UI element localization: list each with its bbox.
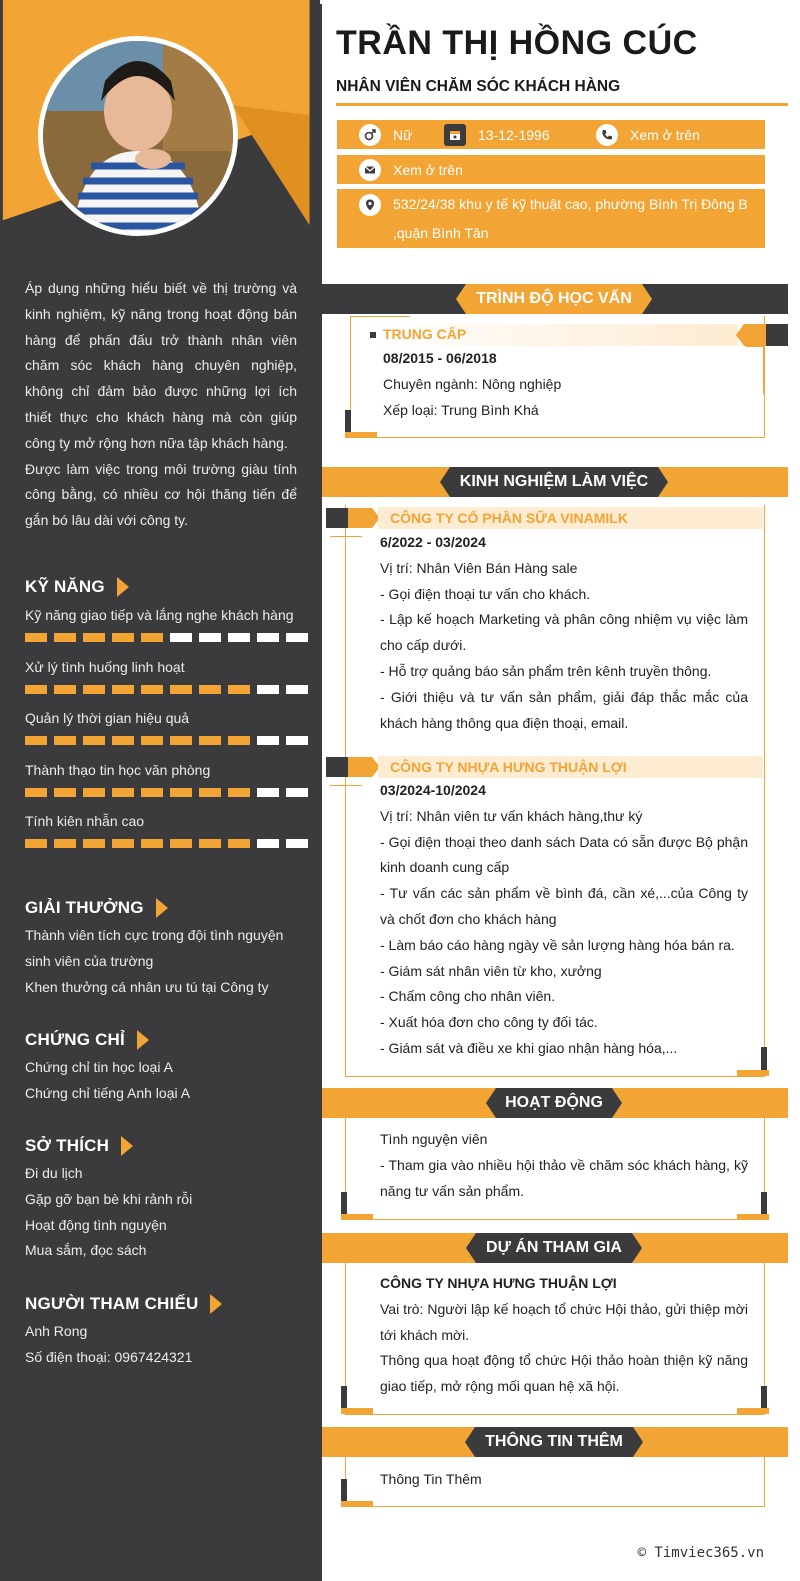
skill-level-segment bbox=[286, 685, 308, 694]
email-item: Xem ở trên bbox=[359, 159, 463, 181]
job-1-marker bbox=[326, 508, 348, 528]
activities-band bbox=[322, 1088, 788, 1118]
skill-level-segment bbox=[141, 839, 163, 848]
education-major: Chuyên ngành: Nông nghiệp bbox=[383, 375, 562, 392]
skill-level-segment bbox=[141, 736, 163, 745]
phone-item: Xem ở trên bbox=[596, 124, 700, 146]
triangle-marker-icon bbox=[208, 1294, 222, 1314]
frame-left-line bbox=[350, 316, 351, 411]
skill-level-segment bbox=[141, 633, 163, 642]
list-item: Đi du lịch bbox=[25, 1165, 83, 1181]
activities-line-2: - Tham gia vào nhiều hội thảo về chăm sóc khách hàng, kỹ năng tư vấn sản phẩm. bbox=[380, 1156, 748, 1199]
email-icon bbox=[359, 159, 381, 181]
skill-level-segment bbox=[25, 685, 47, 694]
certificates-title: CHỨNG CHỈ bbox=[25, 1030, 149, 1050]
avatar bbox=[38, 36, 238, 236]
education-arrow-icon bbox=[736, 324, 788, 346]
contact-row-1 bbox=[337, 120, 765, 149]
skill-level-segment bbox=[83, 839, 105, 848]
skill-level-segment bbox=[228, 633, 250, 642]
job-1-duty: - Lập kế hoạch Marketing và phân công nhiệm vụ việc làm cho cấp dưới. bbox=[380, 611, 748, 654]
activities-title: HOẠT ĐỘNG bbox=[505, 1094, 603, 1111]
skill-level-segment bbox=[228, 788, 250, 797]
list-item: Mua sắm, đọc sách bbox=[25, 1242, 147, 1259]
corner-accent bbox=[737, 1408, 769, 1414]
job-1-duty: - Hỗ trợ quảng báo sản phẩm trên kênh truyền thông. bbox=[380, 662, 712, 679]
skill-name: Kỹ năng giao tiếp và lắng nghe khách hàng bbox=[25, 607, 294, 623]
skill-level-segment bbox=[199, 788, 221, 797]
references-title: NGƯỜI THAM CHIẾU bbox=[25, 1294, 222, 1314]
job-1-details bbox=[380, 530, 748, 736]
list-item: Gặp gỡ bạn bè khi rảnh rỗi bbox=[25, 1190, 193, 1207]
skill-level-segment bbox=[228, 839, 250, 848]
extra-text: Thông Tin Thêm bbox=[380, 1471, 482, 1487]
skill-level-segment bbox=[286, 633, 308, 642]
skill-level-segment bbox=[170, 788, 192, 797]
projects-title: DỰ ÁN THAM GIA bbox=[486, 1239, 622, 1256]
contact-row-2 bbox=[337, 155, 765, 184]
skill-level-segment bbox=[286, 736, 308, 745]
career-summary bbox=[25, 276, 297, 534]
skill-name: Thành thạo tin học văn phòng bbox=[25, 761, 211, 778]
corner-accent bbox=[737, 1214, 769, 1220]
skill-level-segment bbox=[199, 633, 221, 642]
skill-level-bar bbox=[25, 736, 308, 745]
skill-level-segment bbox=[112, 633, 134, 642]
skill-level-segment bbox=[286, 788, 308, 797]
header-top-strip bbox=[320, 0, 332, 4]
skill-level-bar bbox=[25, 788, 308, 797]
education-details bbox=[383, 346, 753, 423]
skill-level-bar bbox=[25, 633, 308, 642]
summary-paragraph-2: Được làm việc trong môi trường giàu tính công bằng, có nhiều cơ hội thăng tiến để gắn bó lâu dài với công ty. bbox=[25, 460, 297, 529]
projects-role: Vai trò: Người lập kế hoạch tổ chức Hội thảo, gửi thiệp mời tới khách mời. bbox=[380, 1300, 748, 1343]
skill-level-segment bbox=[141, 685, 163, 694]
skill-level-segment bbox=[286, 839, 308, 848]
summary-paragraph-1: Áp dụng những hiểu biết về thị trường và kinh nghiệm, kỹ năng trong hoạt động bán hàng để phấn đấu trở thành nhân viên chăm sóc khách hàng chuyên nghiệp, không chỉ đảm bảo được những lợi ích thiết thực cho khách hàng mà còn giúp công ty mở rộng hơn nữa tập khách hàng. bbox=[25, 280, 297, 451]
address-item bbox=[359, 194, 748, 248]
job-2-period: 03/2024-10/2024 bbox=[380, 782, 486, 798]
frame-right-line bbox=[763, 346, 764, 394]
phone-icon bbox=[596, 124, 618, 146]
projects-company: CÔNG TY NHỰA HƯNG THUẬN LỢI bbox=[380, 1275, 617, 1291]
skill-level-segment bbox=[228, 736, 250, 745]
education-band bbox=[322, 284, 788, 314]
list-item: Chứng chỉ tin học loại A bbox=[25, 1059, 173, 1075]
extra-details bbox=[380, 1467, 748, 1493]
job-2-duty: - Giám sát và điều xe khi giao nhận hàng hóa,... bbox=[380, 1039, 678, 1056]
frame-tick bbox=[330, 536, 362, 537]
address-line-1: 532/24/38 khu y tế kỹ thuật cao, phường Bình Trị Đông B bbox=[393, 196, 748, 212]
birthday-item: 13-12-1996 bbox=[444, 124, 550, 146]
skill-level-segment bbox=[83, 736, 105, 745]
divider bbox=[336, 103, 788, 106]
skill-level-segment bbox=[257, 839, 279, 848]
job-1-duty: - Gọi điện thoại tư vấn cho khách. bbox=[380, 585, 591, 602]
skill-level-segment bbox=[112, 736, 134, 745]
gender-item: Nữ bbox=[359, 124, 412, 146]
skill-level-segment bbox=[257, 788, 279, 797]
education-level: TRUNG CẤP bbox=[383, 326, 467, 342]
corner-accent bbox=[341, 1214, 373, 1220]
awards-text: Thành viên tích cực trong đội tình nguyện sinh viên của trường Khen thưởng cá nhân ưu tú tại Công ty bbox=[25, 927, 284, 995]
job-1-marker-arrow bbox=[348, 508, 380, 528]
hobbies-title: SỞ THÍCH bbox=[25, 1136, 133, 1156]
watermark: © Timviec365.vn bbox=[637, 1545, 764, 1561]
extra-title: THÔNG TIN THÊM bbox=[485, 1433, 623, 1450]
skill-level-segment bbox=[112, 839, 134, 848]
contact-row-3 bbox=[337, 189, 765, 248]
bullet-square-icon bbox=[370, 332, 376, 338]
calendar-icon bbox=[444, 124, 466, 146]
extra-band bbox=[322, 1427, 788, 1457]
job-1-company: CÔNG TY CỔ PHẦN SỮA VINAMILK bbox=[378, 507, 763, 529]
skill-level-segment bbox=[199, 736, 221, 745]
job-2-duty: - Gọi điện thoại theo danh sách Data có sẵn được Bộ phận kinh doanh cung cấp bbox=[380, 833, 748, 876]
triangle-marker-icon bbox=[135, 1030, 149, 1050]
projects-result: Thông qua hoạt động tổ chức Hội thảo hoàn thiện kỹ năng giao tiếp, mở rộng mối quan hệ xã hội. bbox=[380, 1352, 748, 1395]
job-2-duty: - Làm báo cáo hàng ngày về sản lượng hàng hóa bán ra. bbox=[380, 936, 735, 953]
skill-level-segment bbox=[83, 633, 105, 642]
corner-accent bbox=[341, 1501, 373, 1507]
skill-level-segment bbox=[257, 685, 279, 694]
activities-line-1: Tình nguyện viên bbox=[380, 1131, 488, 1147]
skill-level-segment bbox=[54, 633, 76, 642]
hobbies-list bbox=[25, 1161, 297, 1264]
triangle-marker-icon bbox=[119, 1136, 133, 1156]
skill-level-segment bbox=[83, 685, 105, 694]
job-2-marker-arrow bbox=[348, 757, 380, 777]
skill-level-bar bbox=[25, 839, 308, 848]
skill-level-segment bbox=[170, 736, 192, 745]
awards-title: GIẢI THƯỞNG bbox=[25, 898, 168, 918]
job-2-position: Vị trí: Nhân viên tư vấn khách hàng,thư ký bbox=[380, 807, 643, 824]
corner-accent bbox=[341, 1408, 373, 1414]
skill-level-segment bbox=[25, 633, 47, 642]
job-2-duty: - Giám sát nhân viên từ kho, xưởng bbox=[380, 962, 602, 979]
corner-accent bbox=[737, 1070, 769, 1076]
skill-level-segment bbox=[25, 788, 47, 797]
activities-details bbox=[380, 1127, 748, 1204]
frame-top-line bbox=[350, 316, 410, 317]
skill-level-segment bbox=[54, 788, 76, 797]
skill-name: Tính kiên nhẫn cao bbox=[25, 813, 145, 829]
job-2-company: CÔNG TY NHỰA HƯNG THUẬN LỢI bbox=[378, 756, 763, 778]
skill-level-bar bbox=[25, 685, 308, 694]
skill-level-segment bbox=[199, 685, 221, 694]
candidate-name: TRẦN THỊ HỒNG CÚC bbox=[336, 24, 698, 62]
job-title: NHÂN VIÊN CHĂM SÓC KHÁCH HÀNG bbox=[336, 78, 621, 95]
skill-level-segment bbox=[54, 839, 76, 848]
job-2-duty: - Chấm công cho nhân viên. bbox=[380, 988, 556, 1005]
skill-level-segment bbox=[25, 839, 47, 848]
skill-level-segment bbox=[228, 685, 250, 694]
job-2-duty: - Tư vấn các sản phẩm về bình đá, cần xé,...của Công ty và chốt đơn cho khách hàng bbox=[380, 885, 748, 927]
projects-details bbox=[380, 1271, 748, 1400]
triangle-marker-icon bbox=[115, 577, 129, 597]
references-text: Anh Rong Số điện thoại: 0967424321 bbox=[25, 1323, 193, 1365]
education-grade: Xếp loại: Trung Bình Khá bbox=[383, 401, 539, 418]
job-2-details bbox=[380, 778, 748, 1062]
job-2-duty: - Xuất hóa đơn cho công ty đối tác. bbox=[380, 1014, 598, 1031]
location-pin-icon bbox=[359, 194, 381, 216]
triangle-marker-icon bbox=[154, 898, 168, 918]
skill-level-segment bbox=[257, 736, 279, 745]
skill-level-segment bbox=[54, 685, 76, 694]
education-period: 08/2015 - 06/2018 bbox=[383, 350, 497, 366]
skills-title: KỸ NĂNG bbox=[25, 577, 129, 597]
frame-tick bbox=[330, 785, 362, 786]
gender-icon bbox=[359, 124, 381, 146]
skill-level-segment bbox=[25, 736, 47, 745]
skill-level-segment bbox=[112, 788, 134, 797]
education-title: TRÌNH ĐỘ HỌC VẤN bbox=[476, 290, 632, 307]
experience-band bbox=[322, 467, 788, 497]
skill-level-segment bbox=[54, 736, 76, 745]
skill-level-segment bbox=[141, 788, 163, 797]
skill-level-segment bbox=[170, 633, 192, 642]
certificates-list bbox=[25, 1055, 297, 1107]
skill-name: Xử lý tình huống linh hoạt bbox=[25, 658, 185, 675]
projects-band bbox=[322, 1233, 788, 1263]
job-1-position: Vị trí: Nhân Viên Bán Hàng sale bbox=[380, 559, 578, 576]
job-1-period: 6/2022 - 03/2024 bbox=[380, 534, 486, 550]
skill-level-segment bbox=[83, 788, 105, 797]
skill-level-segment bbox=[170, 685, 192, 694]
skill-level-segment bbox=[257, 633, 279, 642]
skill-level-segment bbox=[170, 839, 192, 848]
list-item: Chứng chỉ tiếng Anh loại A bbox=[25, 1084, 191, 1101]
skill-name: Quản lý thời gian hiệu quả bbox=[25, 710, 190, 726]
experience-title: KINH NGHIỆM LÀM VIỆC bbox=[459, 473, 649, 490]
list-item: Hoạt động tình nguyện bbox=[25, 1216, 167, 1233]
skill-level-segment bbox=[199, 839, 221, 848]
job-1-duty: - Giới thiệu và tư vấn sản phẩm, giải đáp thắc mắc của khách hàng thông qua điện thoại, email. bbox=[380, 688, 748, 731]
job-2-marker bbox=[326, 757, 348, 777]
skill-level-segment bbox=[112, 685, 134, 694]
address-line-2: ,quận Bình Tân bbox=[393, 225, 489, 241]
corner-accent bbox=[345, 432, 377, 438]
